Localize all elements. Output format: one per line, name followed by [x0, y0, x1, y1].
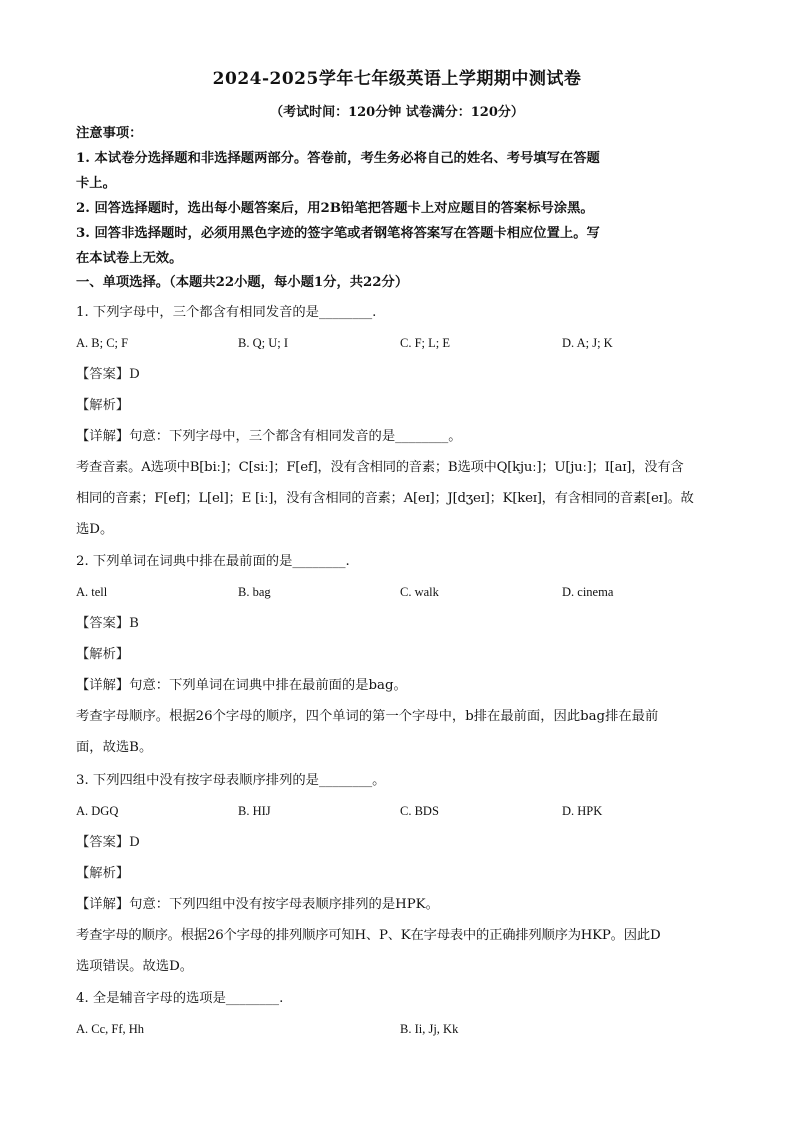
page-title: 2024-2025学年七年级英语上学期期中测试卷 — [212, 69, 582, 89]
question-2-option-a: A. tell — [76, 585, 108, 599]
notice-item-3: 3. 回答非选择题时，必须用黑色字迹的签字笔或者钢笔将答案写在答题卡相应位置上。写 — [76, 226, 600, 241]
question-4-stem: 4. 全是辅音字母的选项是________. — [76, 991, 284, 1006]
question-2-explanation-2: 面，故选B。 — [76, 740, 153, 755]
question-2-analysis: 【解析】 — [76, 647, 130, 662]
question-1-option-a: A. B; C; F — [76, 336, 129, 350]
question-3-detail: 【详解】句意：下列四组中没有按字母表顺序排列的是HPK。 — [76, 897, 439, 912]
question-1-explanation-1: 考查音素。A选项中B[biː]；C[siː]；F[ef]，没有含相同的音素；B选项中Q[kjuː]；U[juː]；I[aɪ]，没有含 — [76, 460, 684, 475]
question-3-option-c: C. BDS — [400, 804, 439, 818]
notice-item-2: 2. 回答选择题时，选出每小题答案后，用2B铅笔把答题卡上对应题目的答案标号涂黑。 — [76, 201, 594, 216]
question-2-option-d: D. cinema — [562, 585, 614, 599]
notice-heading: 注意事项： — [76, 126, 143, 141]
question-3-analysis: 【解析】 — [76, 866, 130, 881]
question-1-stem: 1. 下列字母中，三个都含有相同发音的是________. — [76, 305, 377, 320]
question-2-detail: 【详解】句意：下列单词在词典中排在最前面的是bag。 — [76, 678, 407, 693]
question-4-option-a: A. Cc, Ff, Hh — [76, 1022, 145, 1036]
question-3-option-a: A. DGQ — [76, 804, 119, 818]
question-1-answer: 【答案】D — [76, 367, 140, 382]
question-3-answer: 【答案】D — [76, 835, 140, 850]
notice-item-3-cont: 在本试卷上无效。 — [76, 251, 183, 266]
question-1-option-d: D. A; J; K — [562, 336, 613, 350]
question-2-option-b: B. bag — [238, 585, 271, 599]
question-1-detail: 【详解】句意：下列字母中，三个都含有相同发音的是________。 — [76, 429, 462, 444]
question-1-explanation-2: 相同的音素；F[ef]；L[el]；E [iː]，没有含相同的音素；A[eɪ]；J[dʒeɪ]；K[keɪ]，有含相同的音素[eɪ]。故 — [76, 491, 694, 506]
page-subtitle: （考试时间：120分钟 试卷满分：120分） — [270, 105, 524, 120]
question-1-explanation-3: 选D。 — [76, 522, 114, 537]
question-3-stem: 3. 下列四组中没有按字母表顺序排列的是________。 — [76, 773, 386, 788]
question-1-analysis: 【解析】 — [76, 398, 130, 413]
question-2-answer: 【答案】B — [76, 616, 139, 631]
section-heading: 一、单项选择。（本题共22小题，每小题1分，共22分） — [76, 275, 409, 290]
question-1-option-c: C. F; L; E — [400, 336, 451, 350]
question-2-stem: 2. 下列单词在词典中排在最前面的是________. — [76, 554, 350, 569]
question-3-option-d: D. HPK — [562, 804, 603, 818]
question-4-option-b: B. Ii, Jj, Kk — [400, 1022, 459, 1036]
question-3-option-b: B. HIJ — [238, 804, 271, 818]
question-1-option-b: B. Q; U; I — [238, 336, 288, 350]
notice-item-1-cont: 卡上。 — [76, 176, 116, 191]
question-3-explanation-2: 选项错误。故选D。 — [76, 959, 194, 974]
question-3-explanation-1: 考查字母的顺序。根据26个字母的排列顺序可知H、P、K在字母表中的正确排列顺序为HKP。因此D — [76, 928, 661, 943]
question-2-option-c: C. walk — [400, 585, 439, 599]
question-2-explanation-1: 考查字母顺序。根据26个字母的顺序，四个单词的第一个字母中，b排在最前面，因此bag排在最前 — [76, 709, 659, 724]
notice-item-1: 1. 本试卷分选择题和非选择题两部分。答卷前，考生务必将自己的姓名、考号填写在答题 — [76, 151, 600, 166]
